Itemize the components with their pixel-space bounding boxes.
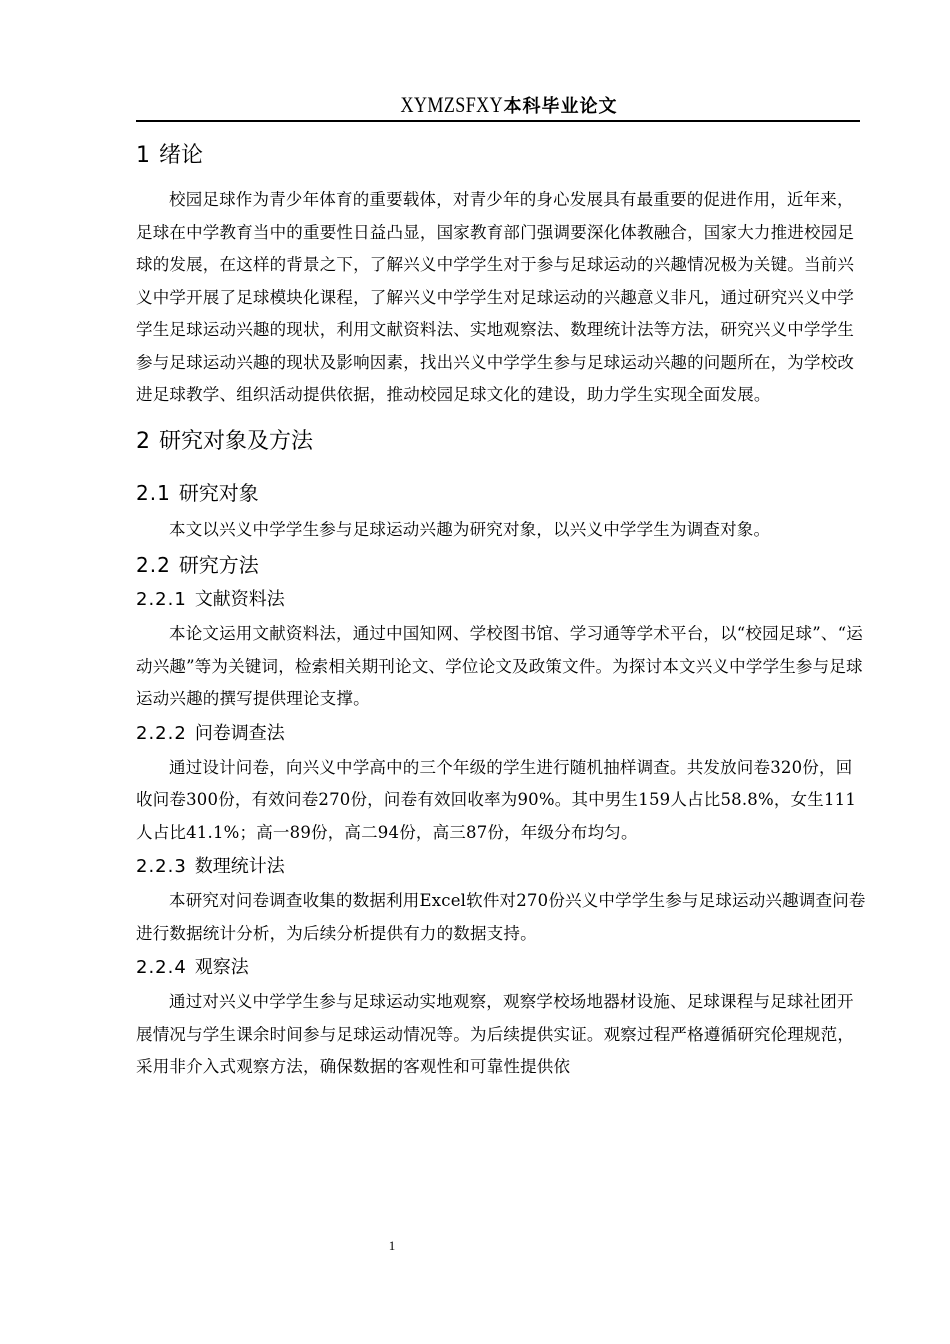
heading-number: 2.2.4 — [136, 957, 187, 978]
heading-title: 观察法 — [194, 957, 249, 978]
heading-research-method — [136, 550, 866, 580]
heading-title: 研究对象 — [178, 480, 259, 505]
heading-number: 2.2.3 — [136, 856, 187, 877]
heading-title: 数理统计法 — [194, 856, 285, 877]
heading-statistics-method — [136, 853, 866, 881]
heading-title: 绪论 — [159, 143, 204, 168]
heading-questionnaire-method — [136, 720, 866, 748]
paragraph-research-object: 本文以兴义中学学生参与足球运动兴趣为研究对象，以兴义中学学生为调查对象。 — [169, 519, 771, 539]
header-chinese-text: 本科毕业论文 — [503, 96, 618, 117]
heading-title: 研究方法 — [178, 553, 259, 577]
paragraph-introduction: 校园足球作为青少年体育的重要载体，对青少年的身心发展具有最重要的促进作用，近年来，足球在中学教育当中的重要性日益凸显，国家教育部门强调要深化体教融合，国家大力推进校园足球的发展，在这样的背景之下，了解兴义中学学生对于参与足球运动的兴趣情况极为关键。当前兴义中学开展了足球模块化课程，了解兴义中学学生对足球运动的兴趣意义非凡，通过研究兴义中学学生足球运动兴趣的现状，利用文献资料法、实地观察法、数理统计法等方法，研究兴义中学学生参与足球运动兴趣的现状及影响因素，找出兴义中学学生参与足球运动兴趣的问题所在，为学校改进足球教学、组织活动提供依据，推动校园足球文化的建设，助力学生实现全面发展。 — [136, 190, 855, 404]
document-body — [136, 140, 866, 1084]
heading-title: 文献资料法 — [194, 589, 285, 610]
heading-number: 2.2.2 — [136, 722, 187, 744]
heading-observation-method — [136, 954, 866, 982]
page-number: 1 — [388, 1238, 396, 1253]
heading-literature-method — [136, 586, 866, 614]
heading-introduction — [136, 140, 866, 172]
heading-number: 2.1 — [136, 480, 171, 505]
paragraph-questionnaire-method: 通过设计问卷，向兴义中学高中的三个年级的学生进行随机抽样调查。共发放问卷320份，回收问卷300份，有效问卷270份，问卷有效回收率为90%。其中男生159人占比58.8%，女生111人占比41.1%；高一89份，高二94份，高三87份，年级分布均匀。 — [136, 757, 857, 842]
header-latin-text: XYMZSFXY — [400, 92, 504, 117]
heading-number: 2.2.1 — [136, 589, 187, 610]
heading-title: 问卷调查法 — [194, 722, 285, 744]
heading-title: 研究对象及方法 — [159, 428, 314, 454]
paragraph-statistics-method: 本研究对问卷调查收集的数据利用Excel软件对270份兴义中学学生参与足球运动兴趣调查问卷进行数据统计分析，为后续分析提供有力的数据支持。 — [136, 891, 866, 943]
page-header — [136, 92, 860, 122]
heading-research-object — [136, 478, 866, 508]
heading-number: 2.2 — [136, 553, 171, 577]
heading-number: 2 — [136, 428, 151, 454]
heading-research-methods — [136, 426, 866, 458]
paragraph-observation-method: 通过对兴义中学学生参与足球运动实地观察，观察学校场地器材设施、足球课程与足球社团开展情况与学生课余时间参与足球运动情况等。为后续提供实证。观察过程严格遵循研究伦理规范，采用非介入式观察方法，确保数据的客观性和可靠性提供依 — [136, 992, 855, 1076]
heading-number: 1 — [136, 143, 151, 168]
paragraph-literature-method: 本论文运用文献资料法，通过中国知网、学校图书馆、学习通等学术平台，以“校园足球”、“运动兴趣”等为关键词，检索相关期刊论文、学位论文及政策文件。为探讨本文兴义中学学生参与足球运动兴趣的撰写提供理论支撑。 — [136, 624, 863, 708]
